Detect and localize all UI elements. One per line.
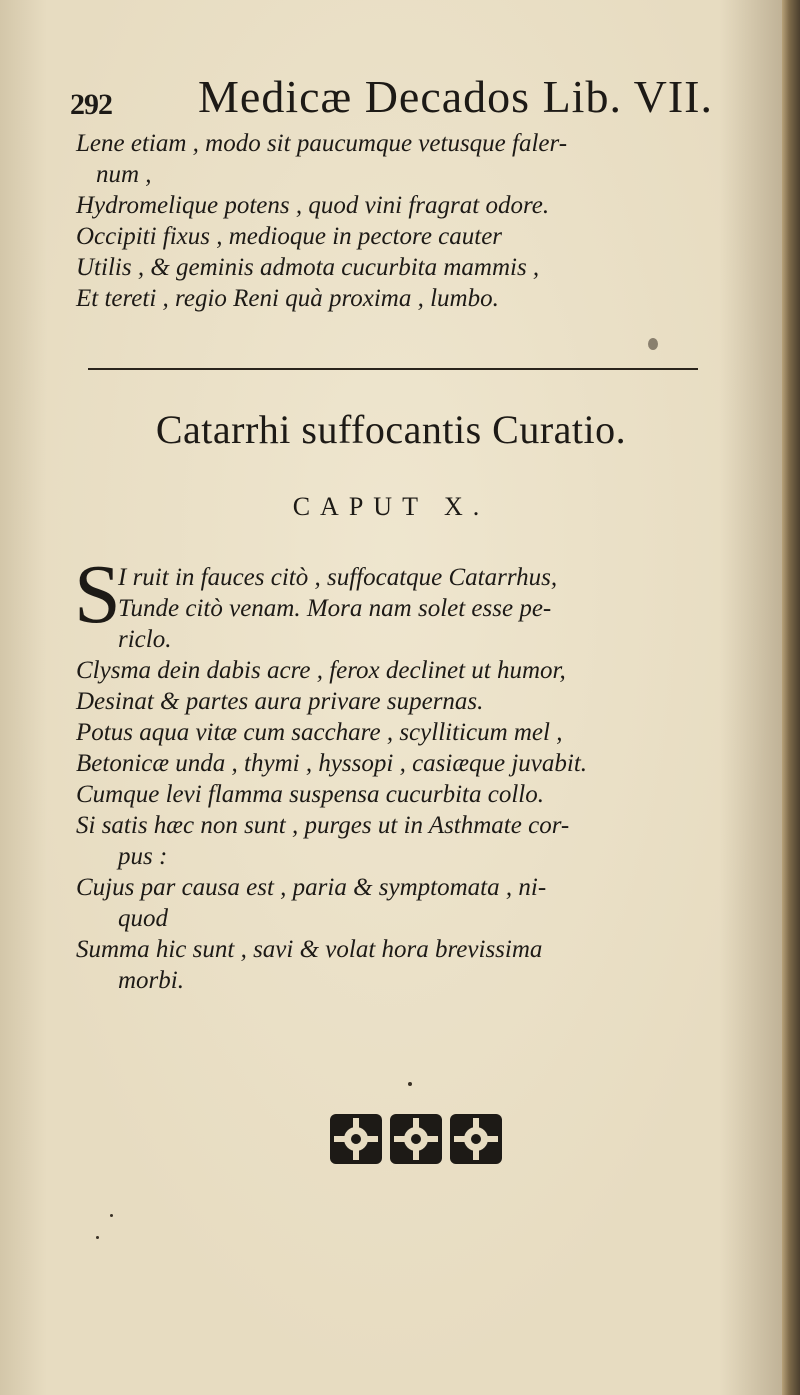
running-title: Medicæ Decados Lib. VII.: [198, 71, 713, 122]
verse-line: Cujus par causa est , paria & symptomata , ni-: [76, 874, 547, 901]
verse-line: Desinat & partes aura privare supernas.: [76, 688, 484, 715]
paper-speck: [648, 338, 658, 350]
verse-line: Si satis hæc non sunt , purges ut in Asthmate cor-: [76, 812, 570, 839]
verse-line: pus :: [118, 843, 168, 870]
printers-ornament-icon: [328, 1108, 504, 1170]
verse-block-top: [0, 128, 782, 314]
verse-line: Betonicæ unda , thymi , hyssopi , casiæque juvabit.: [76, 750, 588, 777]
verse-line: Lene etiam , modo sit paucumque vetusque faler-: [76, 130, 568, 157]
verse-line: num ,: [96, 161, 152, 188]
page-number: 292: [70, 88, 112, 121]
verse-line: Summa hic sunt , savi & volat hora brevissima: [76, 936, 543, 963]
verse-line: quod: [118, 905, 168, 932]
paper-speck: [408, 1082, 412, 1086]
verse-line: Tunde citò venam. Mora nam solet esse pe-: [118, 595, 552, 622]
verse-line: Occipiti fixus , medioque in pectore cauter: [76, 223, 503, 250]
verse-line: riclo.: [118, 626, 172, 653]
book-gutter: [782, 0, 800, 1395]
verse-line: Potus aqua vitæ cum sacchare , scylliticum mel ,: [76, 719, 563, 746]
verse-line: Utilis , & geminis admota cucurbita mammis ,: [76, 254, 540, 281]
horizontal-rule: [88, 368, 698, 370]
paper-speck: [110, 1214, 113, 1217]
running-head: [70, 70, 713, 130]
verse-line: Hydromelique potens , quod vini fragrat odore.: [76, 192, 550, 219]
verse-line: Cumque levi flamma suspensa cucurbita collo.: [76, 781, 544, 808]
verse-line: morbi.: [118, 967, 184, 994]
section-title: Catarrhi suffocantis Curatio.: [155, 407, 627, 452]
paper-speck: [96, 1236, 99, 1239]
drop-cap: S: [74, 548, 121, 641]
verse-line: Clysma dein dabis acre , ferox declinet ut humor,: [76, 657, 566, 684]
verse-line: I ruit in fauces citò , suffocatque Catarrhus,: [118, 564, 558, 591]
verse-line: Et tereti , regio Reni quà proxima , lumbo.: [76, 285, 499, 312]
verse-block-main: [0, 548, 782, 996]
chapter-label: CAPUT X.: [292, 492, 490, 521]
